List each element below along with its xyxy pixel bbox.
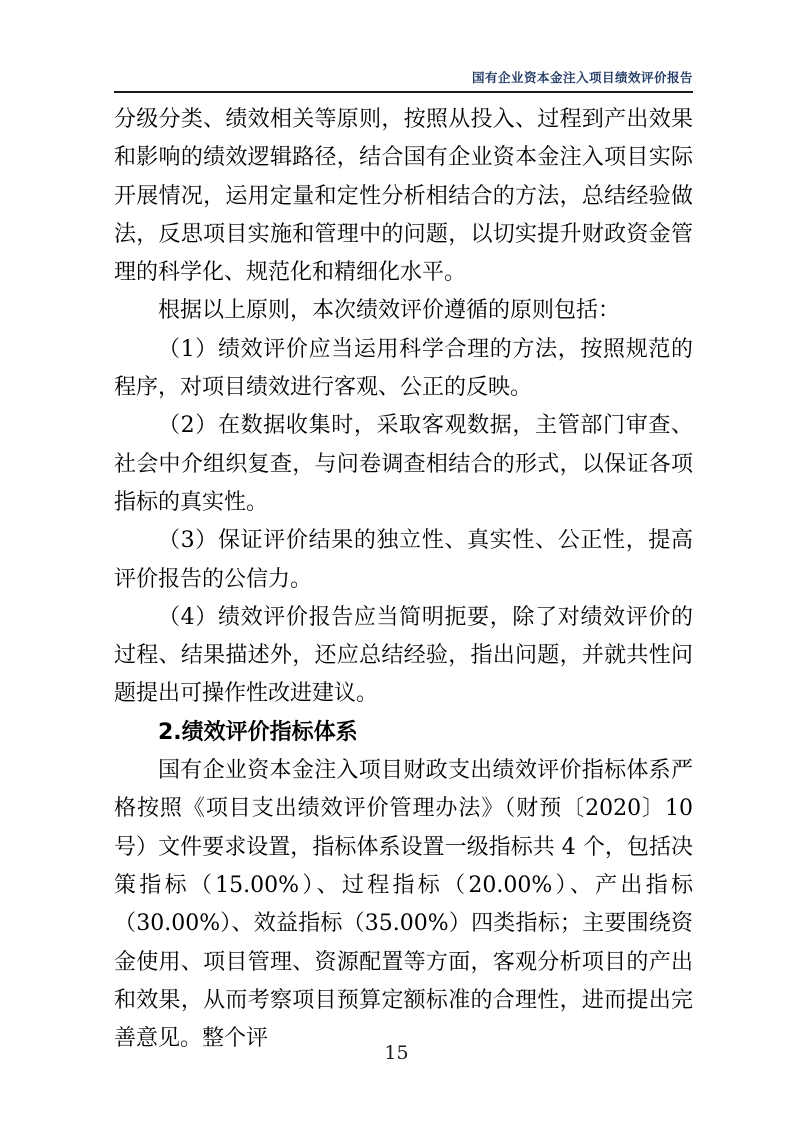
paragraph-indicator-system: 国有企业资本金注入项目财政支出绩效评价指标体系严格按照《项目支出绩效评价管理办法》（财预〔2020〕10号）文件要求设置，指标体系设置一级指标共 4 个，包括决策指标（15.00%）、过程指标（20.00%）、产出指标（30.00%）、效益指标（35.00%）四类指标；主要围绕资金使用、项目管理、资源配置等方面，客观分析项目的产出和效果，从而考察项目预算定额标准的合理性，进而提出完善意见。整个评 bbox=[114, 758, 693, 1052]
paragraph-principle-3: （3）保证评价结果的独立性、真实性、公正性，提高评价报告的公信力。 bbox=[114, 528, 693, 592]
paragraph-principle-4: （4）绩效评价报告应当简明扼要，除了对绩效评价的过程、结果描述外，还应总结经验，指出问题，并就共性问题提出可操作性改进建议。 bbox=[114, 604, 693, 707]
page-header bbox=[114, 70, 693, 93]
paragraph-principle-1: （1）绩效评价应当运用科学合理的方法，按照规范的程序，对项目绩效进行客观、公正的反映。 bbox=[114, 336, 693, 401]
paragraph-continuation-principles: 分级分类、绩效相关等原则，按照从投入、过程到产出效果和影响的绩效逻辑路径，结合国有企业资本金注入项目实际开展情况，运用定量和定性分析相结合的方法，总结经验做法，反思项目实施和管理中的问题，以切实提升财政资金管理的科学化、规范化和精细化水平。 bbox=[114, 107, 693, 286]
page-footer bbox=[0, 1042, 793, 1064]
paragraph-principles-intro: 根据以上原则，本次绩效评价遵循的原则包括： bbox=[158, 298, 621, 324]
document-body bbox=[114, 101, 693, 1058]
paragraph-principle-2: （2）在数据收集时，采取客观数据，主管部门审查、社会中介组织复查，与问卷调查相结合的形式，以保证各项指标的真实性。 bbox=[114, 413, 693, 515]
page-number: 15 bbox=[384, 1042, 409, 1064]
header-rule bbox=[114, 91, 693, 93]
header-title: 国有企业资本金注入项目绩效评价报告 bbox=[471, 70, 693, 85]
section-heading-indicator-system: 2.绩效评价指标体系 bbox=[158, 719, 358, 745]
